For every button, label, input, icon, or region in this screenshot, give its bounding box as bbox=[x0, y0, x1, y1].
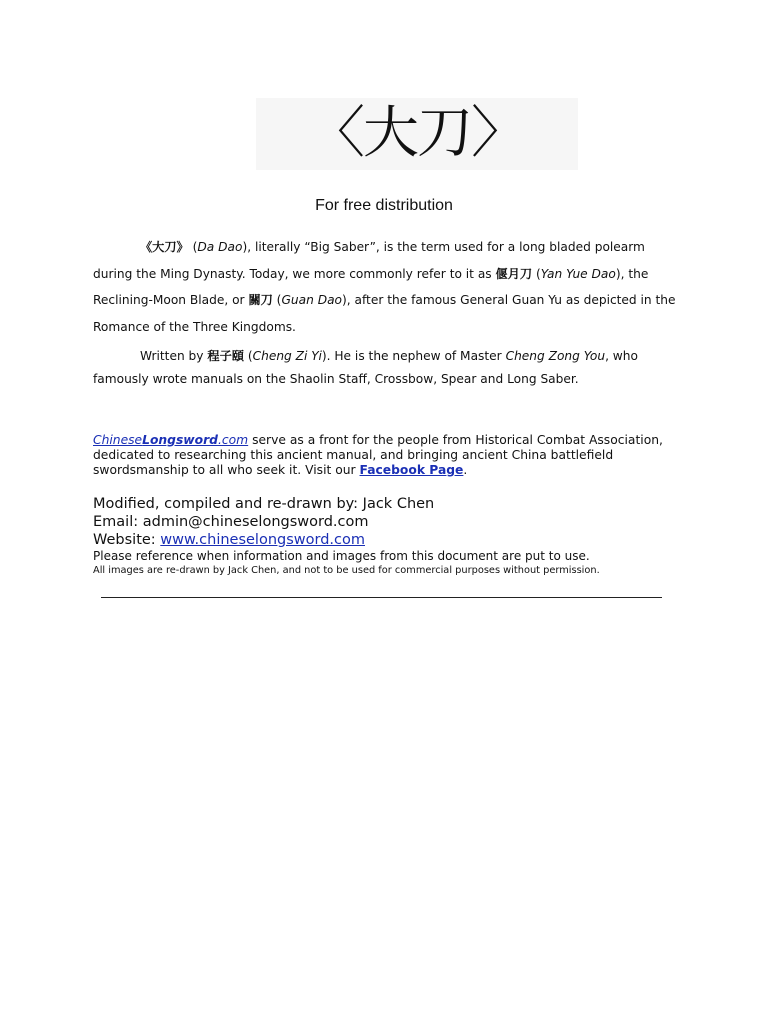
front-text-1: serve as a front for the people from Historical Combat Association, dedicated to researching this ancient manual, and bringing ancient China battlefield swordsmanship to all who seek it. Visit our bbox=[93, 433, 663, 477]
website-link[interactable]: www.chineselongsword.com bbox=[160, 532, 365, 548]
intro-text-3: ), after the famous General Guan Yu as depicted in the Romance of the Three Kingdoms. bbox=[93, 293, 676, 334]
master-name: Cheng Zong You bbox=[505, 349, 606, 363]
front-paragraph bbox=[93, 433, 683, 478]
website-line bbox=[93, 531, 693, 549]
intro-text-2: ), the Reclining-Moon Blade, or bbox=[93, 266, 649, 307]
alt-name-2-roman: Guan Dao bbox=[281, 293, 342, 307]
author-paragraph bbox=[93, 345, 683, 391]
alt-name-2-cjk: 關刀 bbox=[248, 293, 273, 307]
intro-text-1: ), literally “Big Saber”, is the term used for a long bladed polearm during the Ming Dynasty. Today, we more commonly refer to it as bbox=[93, 240, 645, 281]
intro-paragraph bbox=[93, 234, 683, 340]
reference-note: Please reference when information and images from this document are put to use. bbox=[93, 549, 590, 563]
author-text-3: , who famously wrote manuals on the Shaolin Staff, Crossbow, Spear and Long Saber. bbox=[93, 349, 638, 386]
site-name-part-3: .com bbox=[217, 433, 249, 447]
site-name-part-1: Chinese bbox=[93, 433, 143, 447]
term-roman: Da Dao bbox=[197, 240, 243, 254]
site-name-part-2: Longsword bbox=[142, 433, 218, 447]
term-open: ( bbox=[188, 240, 198, 254]
chineselongsword-link[interactable] bbox=[93, 433, 248, 447]
term-cjk: 《大刀》 bbox=[140, 240, 189, 254]
alt-name-2-open: ( bbox=[272, 293, 282, 307]
author-text-2: ). He is the nephew of Master bbox=[321, 349, 506, 363]
email-line: Email: admin@chineselongsword.com bbox=[93, 514, 369, 530]
distribution-note: For free distribution bbox=[315, 197, 453, 214]
horizontal-divider bbox=[101, 597, 662, 598]
alt-name-1-roman: Yan Yue Dao bbox=[540, 266, 616, 281]
author-roman: Cheng Zi Yi bbox=[252, 349, 322, 363]
website-prefix: Website: bbox=[93, 532, 161, 548]
author-text-1: Written by bbox=[140, 349, 208, 363]
author-open: ( bbox=[243, 349, 253, 363]
alt-name-1-cjk: 偃月刀 bbox=[495, 266, 533, 281]
author-cjk: 程子頤 bbox=[207, 349, 244, 363]
credits-block bbox=[93, 495, 693, 577]
images-note: All images are re-drawn by Jack Chen, and not to be used for commercial purposes without permission. bbox=[93, 565, 600, 576]
document-title: 〈大刀〉 bbox=[309, 101, 525, 166]
alt-name-1-open: ( bbox=[532, 266, 541, 281]
modified-by-line: Modified, compiled and re-drawn by: Jack Chen bbox=[93, 496, 435, 512]
facebook-page-link[interactable]: Facebook Page bbox=[359, 463, 464, 477]
front-text-2: . bbox=[463, 463, 468, 477]
